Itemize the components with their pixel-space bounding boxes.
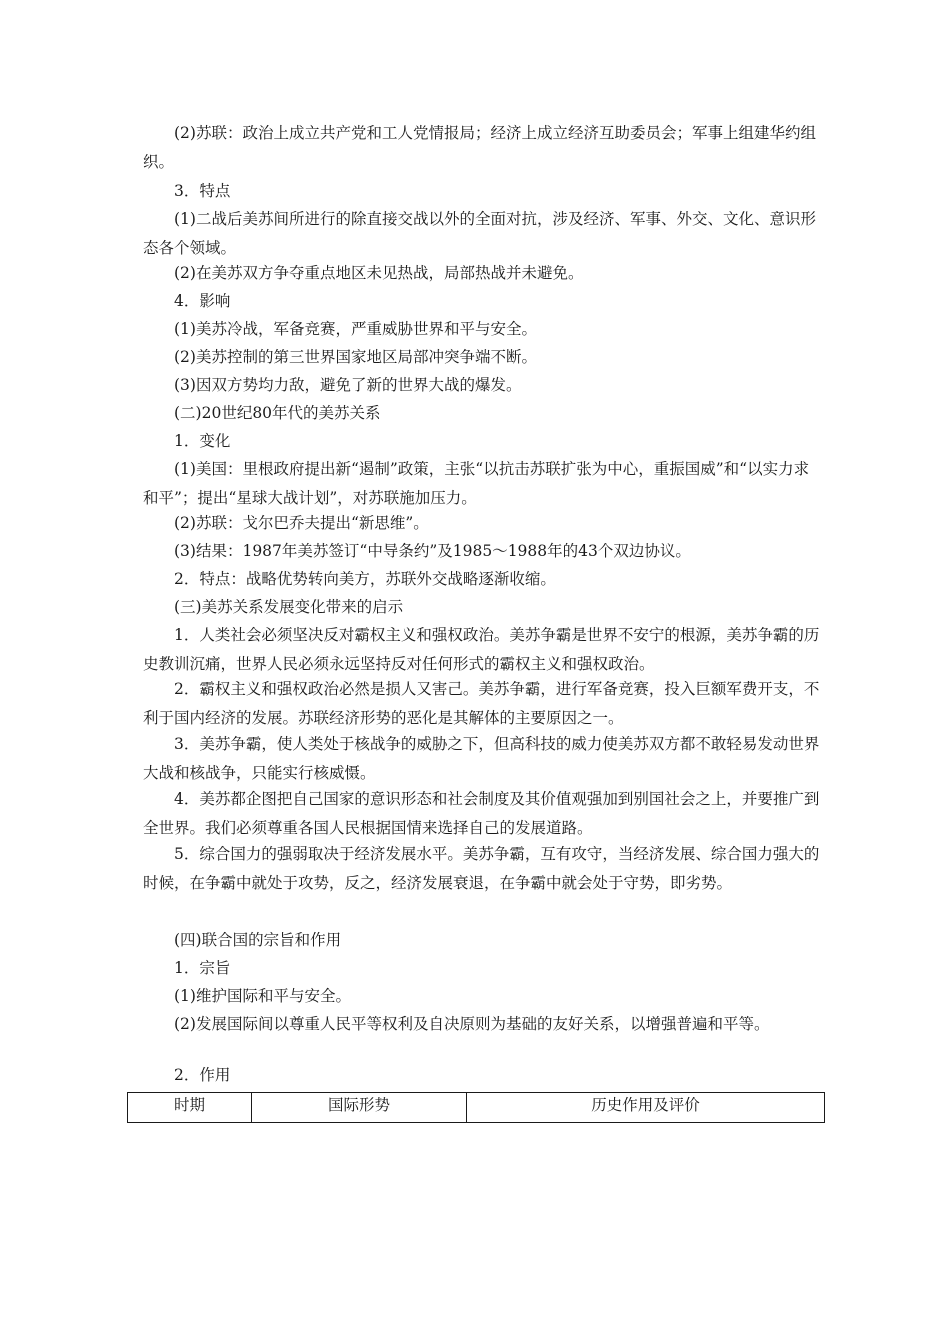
- paragraph-change-ussr: (2)苏联：戈尔巴乔夫提出“新思维”。: [174, 514, 429, 532]
- heading-impact: 4．影响: [174, 292, 231, 310]
- paragraph-lesson-4: 4．美苏都企图把自己国家的意识形态和社会制度及其价值观强加到别国社会之上，并要推广到全世界。我们必须尊重各国人民根据国情来选择自己的发展道路。: [143, 790, 820, 837]
- heading-purpose: 1．宗旨: [174, 959, 231, 977]
- paragraph-change-result: (3)结果：1987年美苏签订“中导条约”及1985～1988年的43个双边协议。: [174, 542, 691, 560]
- paragraph-lesson-5: 5．综合国力的强弱取决于经济发展水平。美苏争霸，互有攻守，当经济发展、综合国力强大的时候，在争霸中就处于攻势，反之，经济发展衰退，在争霸中就会处于守势，即劣势。: [143, 845, 820, 892]
- section-heading-lessons: (三)美苏关系发展变化带来的启示: [174, 598, 404, 616]
- paragraph-1980s-features: 2．特点：战略优势转向美方，苏联外交战略逐渐收缩。: [174, 570, 556, 588]
- paragraph-impact-2: (2)美苏控制的第三世界国家地区局部冲突争端不断。: [174, 348, 537, 366]
- table-header-role: 历史作用及评价: [467, 1093, 825, 1123]
- table-header-row: [128, 1093, 825, 1123]
- heading-change: 1．变化: [174, 432, 231, 450]
- paragraph-impact-3: (3)因双方势均力敌，避免了新的世界大战的爆发。: [174, 376, 522, 394]
- paragraph-lesson-1: 1．人类社会必须坚决反对霸权主义和强权政治。美苏争霸是世界不安宁的根源，美苏争霸的历史教训沉痛，世界人民必须永远坚持反对任何形式的霸权主义和强权政治。: [143, 626, 820, 673]
- heading-role: 2．作用: [174, 1066, 231, 1084]
- paragraph-impact-1: (1)美苏冷战，军备竞赛，严重威胁世界和平与安全。: [174, 320, 537, 338]
- paragraph-feature-1: (1)二战后美苏间所进行的除直接交战以外的全面对抗，涉及经济、军事、外交、文化、意识形态各个领域。: [143, 210, 816, 257]
- role-table: [127, 1092, 825, 1123]
- paragraph-change-usa: (1)美国：里根政府提出新“遏制”政策，主张“以抗击苏联扩张为中心，重振国威”和“以实力求和平”；提出“星球大战计划”，对苏联施加压力。: [143, 460, 810, 507]
- section-heading-un: (四)联合国的宗旨和作用: [174, 931, 342, 949]
- paragraph-lesson-3: 3．美苏争霸，使人类处于核战争的威胁之下，但高科技的威力使美苏双方都不敢轻易发动世界大战和核战争，只能实行核威慑。: [143, 735, 820, 782]
- paragraph-purpose-1: (1)维护国际和平与安全。: [174, 987, 351, 1005]
- paragraph-purpose-2: (2)发展国际间以尊重人民平等权利及自决原则为基础的友好关系，以增强普遍和平等。: [174, 1015, 770, 1033]
- paragraph-soviet-measures: (2)苏联：政治上成立共产党和工人党情报局；经济上成立经济互助委员会；军事上组建华约组织。: [143, 124, 816, 171]
- paragraph-lesson-2: 2．霸权主义和强权政治必然是损人又害己。美苏争霸，进行军备竞赛，投入巨额军费开支，不利于国内经济的发展。苏联经济形势的恶化是其解体的主要原因之一。: [143, 680, 820, 727]
- table-header-situation: 国际形势: [252, 1093, 467, 1123]
- paragraph-feature-2: (2)在美苏双方争夺重点地区未见热战，局部热战并未避免。: [174, 264, 584, 282]
- table-header-period: 时期: [128, 1093, 252, 1123]
- section-heading-1980s: (二)20世纪80年代的美苏关系: [174, 404, 381, 422]
- heading-features: 3．特点: [174, 182, 231, 200]
